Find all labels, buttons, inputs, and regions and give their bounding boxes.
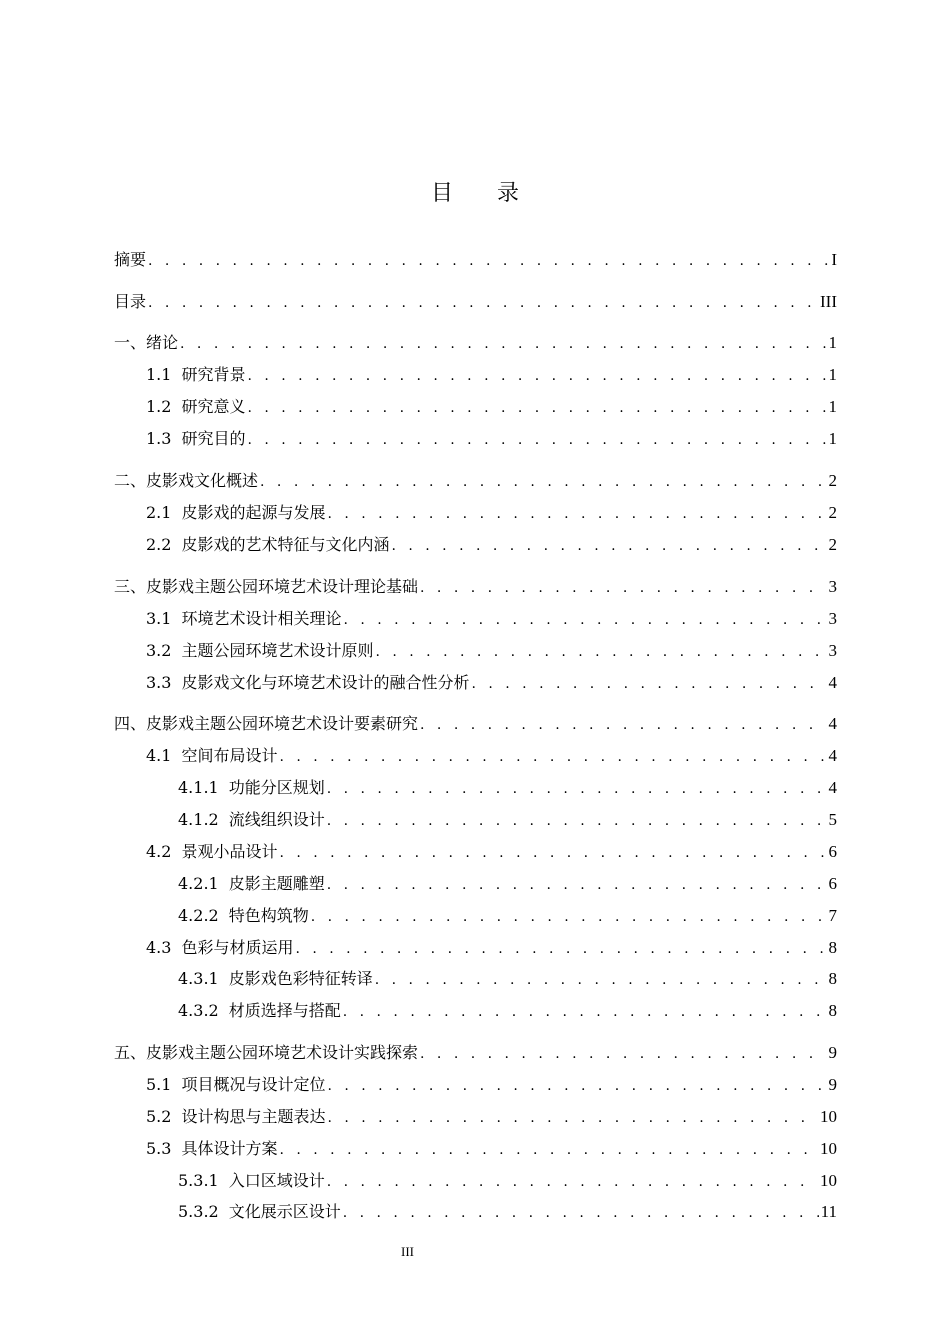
- toc-entry[interactable]: [146, 501, 837, 525]
- toc-entry-page: 9: [828, 1075, 837, 1094]
- toc-dot-leader: [279, 745, 826, 769]
- toc-entry-page: 6: [828, 842, 837, 861]
- toc-entry[interactable]: [178, 1169, 837, 1193]
- toc-entry[interactable]: [146, 671, 837, 695]
- toc-entry-number: 5.3: [146, 1139, 172, 1158]
- toc-entry-title: 四、皮影戏主题公园环境艺术设计要素研究: [114, 714, 419, 733]
- toc-entry-page: 1: [828, 333, 837, 352]
- toc-entry-page: 1: [828, 365, 837, 384]
- toc-dot-leader: [420, 576, 826, 600]
- toc-entry[interactable]: [146, 840, 837, 864]
- toc-entry[interactable]: [146, 1073, 837, 1097]
- toc-entry-title: 三、皮影戏主题公园环境艺术设计理论基础: [114, 577, 419, 596]
- toc-entry-number: 4.2.1: [178, 874, 219, 893]
- title-char-left: 目: [430, 181, 453, 206]
- toc-entry-page: III: [820, 292, 837, 311]
- toc-dot-leader: [247, 396, 826, 420]
- toc-entry-number: 4.3.2: [178, 1001, 219, 1020]
- toc-entry[interactable]: [114, 248, 837, 272]
- toc-entry-page: 3: [828, 641, 837, 660]
- toc-entry-title: 入口区域设计: [228, 1171, 325, 1190]
- toc-entry[interactable]: [146, 427, 837, 451]
- toc-entry-title: 目录: [114, 292, 147, 311]
- toc-entry-number: 5.3.1: [178, 1171, 219, 1190]
- toc-dot-leader: [391, 534, 826, 558]
- toc-entry[interactable]: [114, 290, 837, 314]
- toc-dot-leader: [327, 1074, 826, 1098]
- toc-entry[interactable]: [178, 999, 837, 1023]
- toc-entry-number: 1.3: [146, 429, 172, 448]
- toc-entry-number: 2.2: [146, 535, 172, 554]
- toc-entry-title: 功能分区规划: [228, 778, 325, 797]
- toc-entry-number: 1.1: [146, 365, 172, 384]
- toc-entry-title: 项目概况与设计定位: [181, 1075, 326, 1094]
- toc-entry-title: 研究意义: [181, 397, 246, 416]
- toc-entry[interactable]: [114, 575, 837, 599]
- toc-entry-number: 3.3: [146, 673, 172, 692]
- toc-entry-title: 皮影主题雕塑: [228, 874, 325, 893]
- toc-dot-leader: [471, 672, 826, 696]
- toc-entry-page: 3: [828, 609, 837, 628]
- toc-entry[interactable]: [178, 904, 837, 928]
- toc-dot-leader: [327, 873, 827, 897]
- toc-entry-number: 4.1.1: [178, 778, 219, 797]
- toc-dot-leader: [375, 968, 827, 992]
- toc-entry-page: 3: [828, 577, 837, 596]
- toc-entry-title: 研究背景: [181, 365, 246, 384]
- toc-entry[interactable]: [146, 607, 837, 631]
- title-char-right: 录: [497, 181, 520, 206]
- toc-entry-page: 4: [828, 673, 837, 692]
- toc-entry-number: 4.3.1: [178, 969, 219, 988]
- toc-entry-title: 环境艺术设计相关理论: [181, 609, 342, 628]
- toc-dot-leader: [327, 1106, 818, 1130]
- toc-entry[interactable]: [114, 1041, 837, 1065]
- toc-entry-title: 色彩与材质运用: [181, 938, 294, 957]
- toc-entry-page: 2: [828, 503, 837, 522]
- toc-entry-page: 10: [820, 1107, 837, 1126]
- toc-dot-leader: [327, 777, 827, 801]
- toc-entry-title: 二、皮影戏文化概述: [114, 471, 259, 490]
- toc-dot-leader: [327, 502, 826, 526]
- toc-entry[interactable]: [178, 967, 837, 991]
- toc-entry-number: 5.1: [146, 1075, 172, 1094]
- toc-entry-page: 5: [828, 810, 837, 829]
- toc-entry-title: 皮影戏的艺术特征与文化内涵: [181, 535, 390, 554]
- toc-entry[interactable]: [146, 363, 837, 387]
- toc-entry-title: 一、绪论: [114, 333, 179, 352]
- toc-entry-title: 具体设计方案: [181, 1139, 278, 1158]
- toc-dot-leader: [343, 608, 826, 632]
- toc-entry[interactable]: [178, 776, 837, 800]
- toc-entry-number: 2.1: [146, 503, 172, 522]
- toc-dot-leader: [327, 809, 827, 833]
- toc-entry-page: 8: [828, 1001, 837, 1020]
- toc-entry-number: 5.3.2: [178, 1202, 219, 1221]
- toc-entry-page: 8: [828, 938, 837, 957]
- toc-entry[interactable]: [146, 395, 837, 419]
- toc-dot-leader: [343, 1000, 827, 1024]
- toc-entry[interactable]: [178, 1200, 837, 1224]
- toc-entry-number: 3.1: [146, 609, 172, 628]
- toc-dot-leader: [247, 428, 826, 452]
- toc-dot-leader: [420, 1042, 826, 1066]
- toc-entry[interactable]: [114, 331, 837, 355]
- toc-entry-page: 10: [820, 1139, 837, 1158]
- toc-entry-page: 4: [828, 746, 837, 765]
- toc-entry-number: 1.2: [146, 397, 172, 416]
- toc-entry-page: 4: [828, 714, 837, 733]
- toc-entry-title: 研究目的: [181, 429, 246, 448]
- toc-entry-page: 4: [828, 778, 837, 797]
- toc-dot-leader: [247, 364, 826, 388]
- toc-entry-title: 文化展示区设计: [228, 1202, 341, 1221]
- toc-entry[interactable]: [146, 1137, 837, 1161]
- toc-entry-page: 6: [828, 874, 837, 893]
- toc-entry-title: 皮影戏色彩特征转译: [228, 969, 373, 988]
- toc-entry[interactable]: [146, 533, 837, 557]
- toc-entry[interactable]: [178, 872, 837, 896]
- toc-entry-number: 4.2: [146, 842, 172, 861]
- toc-entry-title: 设计构思与主题表达: [181, 1107, 326, 1126]
- toc-dot-leader: [279, 841, 826, 865]
- toc-dot-leader: [375, 640, 826, 664]
- toc-dot-leader: [420, 713, 826, 737]
- toc-entry-page: 10: [820, 1171, 837, 1190]
- toc-entry-number: 3.2: [146, 641, 172, 660]
- toc-entry-page: 1: [828, 429, 837, 448]
- toc-entry-title: 摘要: [114, 250, 147, 269]
- toc-dot-leader: [295, 937, 826, 961]
- toc-entry-title: 流线组织设计: [228, 810, 325, 829]
- toc-entry-page: 1: [828, 397, 837, 416]
- toc-entry-title: 空间布局设计: [181, 746, 278, 765]
- toc-dot-leader: [260, 470, 826, 494]
- toc-entry[interactable]: [146, 744, 837, 768]
- toc-entry-page: 7: [828, 906, 837, 925]
- toc-entry-page: 8: [828, 969, 837, 988]
- toc-entry[interactable]: [114, 469, 837, 493]
- toc-entry-number: 4.3: [146, 938, 172, 957]
- toc-entry[interactable]: [146, 639, 837, 663]
- toc-dot-leader: [148, 249, 829, 273]
- toc-entry-page: I: [831, 250, 837, 269]
- toc-dot-leader: [311, 905, 827, 929]
- page-footer-number: III: [401, 1244, 414, 1259]
- toc-dot-leader: [343, 1201, 819, 1225]
- toc-entry[interactable]: [178, 808, 837, 832]
- toc-entry-title: 皮影戏的起源与发展: [181, 503, 326, 522]
- toc-entry-title: 材质选择与搭配: [228, 1001, 341, 1020]
- toc-dot-leader: [180, 332, 826, 356]
- toc-entry-number: 4.1.2: [178, 810, 219, 829]
- toc-dot-leader: [148, 291, 818, 315]
- toc-dot-leader: [327, 1170, 818, 1194]
- toc-entry-title: 主题公园环境艺术设计原则: [181, 641, 374, 660]
- toc-entry[interactable]: [146, 936, 837, 960]
- toc-entry-title: 皮影戏文化与环境艺术设计的融合性分析: [181, 673, 470, 692]
- toc-entry-page: 2: [828, 535, 837, 554]
- toc-entry[interactable]: [146, 1105, 837, 1129]
- toc-entry-title: 景观小品设计: [181, 842, 278, 861]
- toc-entry[interactable]: [114, 712, 837, 736]
- toc-entry-number: 5.2: [146, 1107, 172, 1126]
- toc-entry-number: 4.2.2: [178, 906, 219, 925]
- toc-entry-page: 2: [828, 471, 837, 490]
- toc-entry-number: 4.1: [146, 746, 172, 765]
- toc-entry-title: 特色构筑物: [228, 906, 309, 925]
- toc-entry-title: 五、皮影戏主题公园环境艺术设计实践探索: [114, 1043, 419, 1062]
- toc-entry-page: 9: [828, 1043, 837, 1062]
- toc-entry-page: 11: [820, 1202, 837, 1221]
- toc-dot-leader: [279, 1138, 818, 1162]
